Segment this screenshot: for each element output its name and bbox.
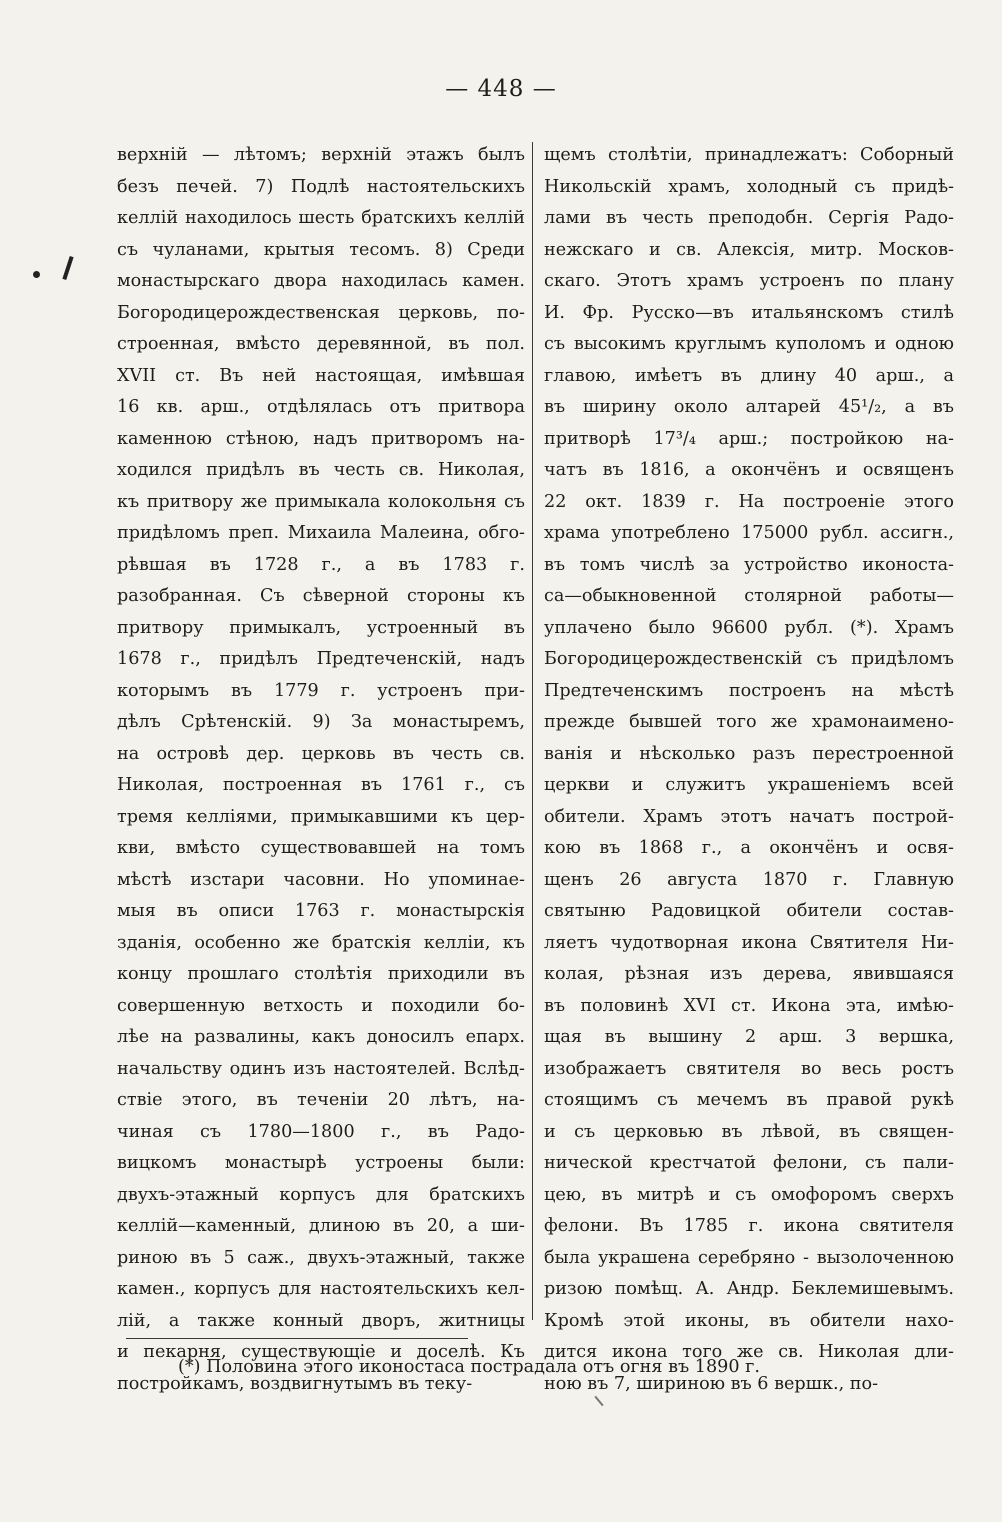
text-line: ною въ 7, шириною въ 6 вершк., по- xyxy=(544,1373,879,1394)
text-line: зданія, особенно же братскія келліи, къ xyxy=(117,932,525,953)
text-line: И. Фр. Русско—въ итальянскомъ стилѣ xyxy=(544,302,954,323)
text-line: вицкомъ монастырѣ устроены были: xyxy=(117,1153,525,1173)
text-line: 16 кв. арш., отдѣлялась отъ притвора xyxy=(117,397,525,417)
text-line: ствіе этого, въ теченіи 20 лѣтъ, на- xyxy=(117,1090,525,1110)
text-line: мыя въ описи 1763 г. монастырскія xyxy=(117,901,525,921)
text-line: съ высокимъ круглымъ куполомъ и одною xyxy=(544,334,954,354)
footnote: (*) Половина этого иконостаса пострадала отъ огня въ 1890 г. xyxy=(178,1357,760,1377)
text-line: 22 окт. 1839 г. На построеніе этого xyxy=(544,491,954,512)
text-line: строенная, вмѣсто деревянной, въ пол. xyxy=(117,334,525,354)
margin-dot-mark xyxy=(33,271,40,278)
text-line: ванія и нѣсколько разъ перестроенной xyxy=(544,743,954,764)
text-line: церкви и служитъ украшеніемъ всей xyxy=(544,775,954,795)
text-line: изображаетъ святителя во весь ростъ xyxy=(544,1058,954,1079)
text-line: мѣстѣ изстари часовни. Но упоминае- xyxy=(117,869,525,890)
text-line: Богородицерождественскій съ придѣломъ xyxy=(544,649,954,669)
text-line: храма употреблено 175000 рубл. ассигн., xyxy=(544,523,954,543)
text-line: придѣломъ преп. Михаила Малеина, обго- xyxy=(117,523,525,543)
left-text-column xyxy=(117,140,525,1400)
text-line: прежде бывшей того же храмонаимено- xyxy=(544,712,954,732)
text-line: 1678 г., придѣлъ Предтеченскій, надъ xyxy=(117,649,525,669)
text-line: каменною стѣною, надъ притворомъ на- xyxy=(117,428,525,449)
text-line: была украшена серебряно - вызолоченною xyxy=(544,1247,954,1268)
footnote-rule xyxy=(126,1338,468,1339)
text-line: лѣе на развалины, какъ доносилъ епарх. xyxy=(117,1027,525,1047)
text-line: Николая, построенная въ 1761 г., съ xyxy=(117,775,525,795)
text-line: святыню Радовицкой обители состав- xyxy=(544,901,954,921)
text-line: стоящимъ съ мечемъ въ правой рукѣ xyxy=(544,1090,954,1110)
text-line: щая въ вышину 2 арш. 3 вершка, xyxy=(544,1027,954,1047)
text-line: на островѣ дер. церковь въ честь св. xyxy=(117,743,525,764)
text-line: Предтеченскимъ построенъ на мѣстѣ xyxy=(544,680,954,701)
text-line: нежскаго и св. Алексія, митр. Москов- xyxy=(544,239,954,260)
text-line: разобранная. Съ сѣверной стороны къ xyxy=(117,586,525,606)
text-line: начальству одинъ изъ настоятелей. Вслѣд- xyxy=(117,1058,525,1079)
text-line: съ чуланами, крытыя тесомъ. 8) Среди xyxy=(117,239,525,260)
text-line: скаго. Этотъ храмъ устроенъ по плану xyxy=(544,271,954,291)
text-line: концу прошлаго столѣтія приходили въ xyxy=(117,964,525,984)
text-line: совершенную ветхость и походили бо- xyxy=(117,995,525,1016)
text-line: рѣвшая въ 1728 г., а въ 1783 г. xyxy=(117,554,525,575)
text-line: чиная съ 1780—1800 г., въ Радо- xyxy=(117,1121,525,1142)
text-line: Кромѣ этой иконы, въ обители нахо- xyxy=(544,1310,954,1331)
text-line: кою въ 1868 г., а окончёнъ и освя- xyxy=(544,838,954,858)
text-line: дѣлъ Срѣтенскій. 9) За монастыремъ, xyxy=(117,712,525,732)
text-line: кви, вмѣсто существовавшей на томъ xyxy=(117,838,525,858)
page-number: — 448 — xyxy=(445,76,557,102)
text-line: колая, рѣзная изъ дерева, явившаяся xyxy=(544,964,954,984)
text-line: постройкамъ, воздвигнутымъ въ теку- xyxy=(117,1373,473,1394)
text-line: ризою помѣщ. А. Андр. Беклемишевымъ. xyxy=(544,1279,954,1299)
text-line: монастырскаго двора находилась камен. xyxy=(117,271,525,291)
text-line: Богородицерождественская церковь, по- xyxy=(117,302,525,323)
text-line: чатъ въ 1816, а окончёнъ и освященъ xyxy=(544,460,954,480)
text-line: XVII ст. Въ ней настоящая, имѣвшая xyxy=(117,365,525,386)
column-divider xyxy=(532,142,533,1320)
text-line: келлій—каменный, длиною въ 20, а ши- xyxy=(117,1216,525,1236)
text-line: безъ печей. 7) Подлѣ настоятельскихъ xyxy=(117,176,525,197)
text-line: фелони. Въ 1785 г. икона святителя xyxy=(544,1216,954,1236)
text-line: ляетъ чудотворная икона Святителя Ни- xyxy=(544,932,954,953)
text-line: келлій находилось шесть братскихъ келлій xyxy=(117,208,525,228)
text-line: лій, а также конный дворъ, житницы xyxy=(117,1310,525,1331)
text-line: нической крестчатой фелони, съ пали- xyxy=(544,1153,954,1173)
text-line: дится икона того же св. Николая дли- xyxy=(544,1342,954,1362)
text-line: въ томъ числѣ за устройство иконоста- xyxy=(544,554,954,575)
text-line: и съ церковью въ лѣвой, въ священ- xyxy=(544,1121,954,1142)
text-line: притворѣ 17³/₄ арш.; постройкою на- xyxy=(544,428,954,449)
text-line: тремя келліями, примыкавшими къ цер- xyxy=(117,806,525,827)
text-line: Никольскій храмъ, холодный съ придѣ- xyxy=(544,176,954,197)
text-line: ходился придѣлъ въ честь св. Николая, xyxy=(117,460,525,480)
text-line: верхній — лѣтомъ; верхній этажъ былъ xyxy=(117,145,525,165)
text-line: двухъ-этажный корпусъ для братскихъ xyxy=(117,1184,525,1205)
text-line: са—обыкновенной столярной работы— xyxy=(544,586,954,606)
text-line: и пекарня, существующіе и доселѣ. Къ xyxy=(117,1342,525,1362)
text-line: цею, въ митрѣ и съ омофоромъ сверхъ xyxy=(544,1184,954,1205)
margin-stroke-mark xyxy=(62,256,73,280)
text-line: притвору примыкалъ, устроенный въ xyxy=(117,617,525,638)
text-line: обители. Храмъ этотъ начатъ построй- xyxy=(544,806,954,827)
text-line: которымъ въ 1779 г. устроенъ при- xyxy=(117,680,525,701)
text-line: камен., корпусъ для настоятельскихъ кел- xyxy=(117,1279,525,1299)
text-line: въ половинѣ XVI ст. Икона эта, имѣю- xyxy=(544,995,954,1016)
text-line: въ ширину около алтарей 45¹/₂, а въ xyxy=(544,397,954,417)
text-line: лами въ честь преподобн. Сергія Радо- xyxy=(544,208,954,228)
text-line: уплачено было 96600 рубл. (*). Храмъ xyxy=(544,617,954,638)
right-text-column xyxy=(544,140,954,1400)
text-line: щемъ столѣтіи, принадлежатъ: Соборный xyxy=(544,145,954,165)
text-line: къ притвору же примыкала колокольня съ xyxy=(117,491,525,512)
text-line: щенъ 26 августа 1870 г. Главную xyxy=(544,869,954,890)
text-line: главою, имѣетъ въ длину 40 арш., а xyxy=(544,365,954,386)
text-line: риною въ 5 саж., двухъ-этажный, также xyxy=(117,1247,525,1268)
